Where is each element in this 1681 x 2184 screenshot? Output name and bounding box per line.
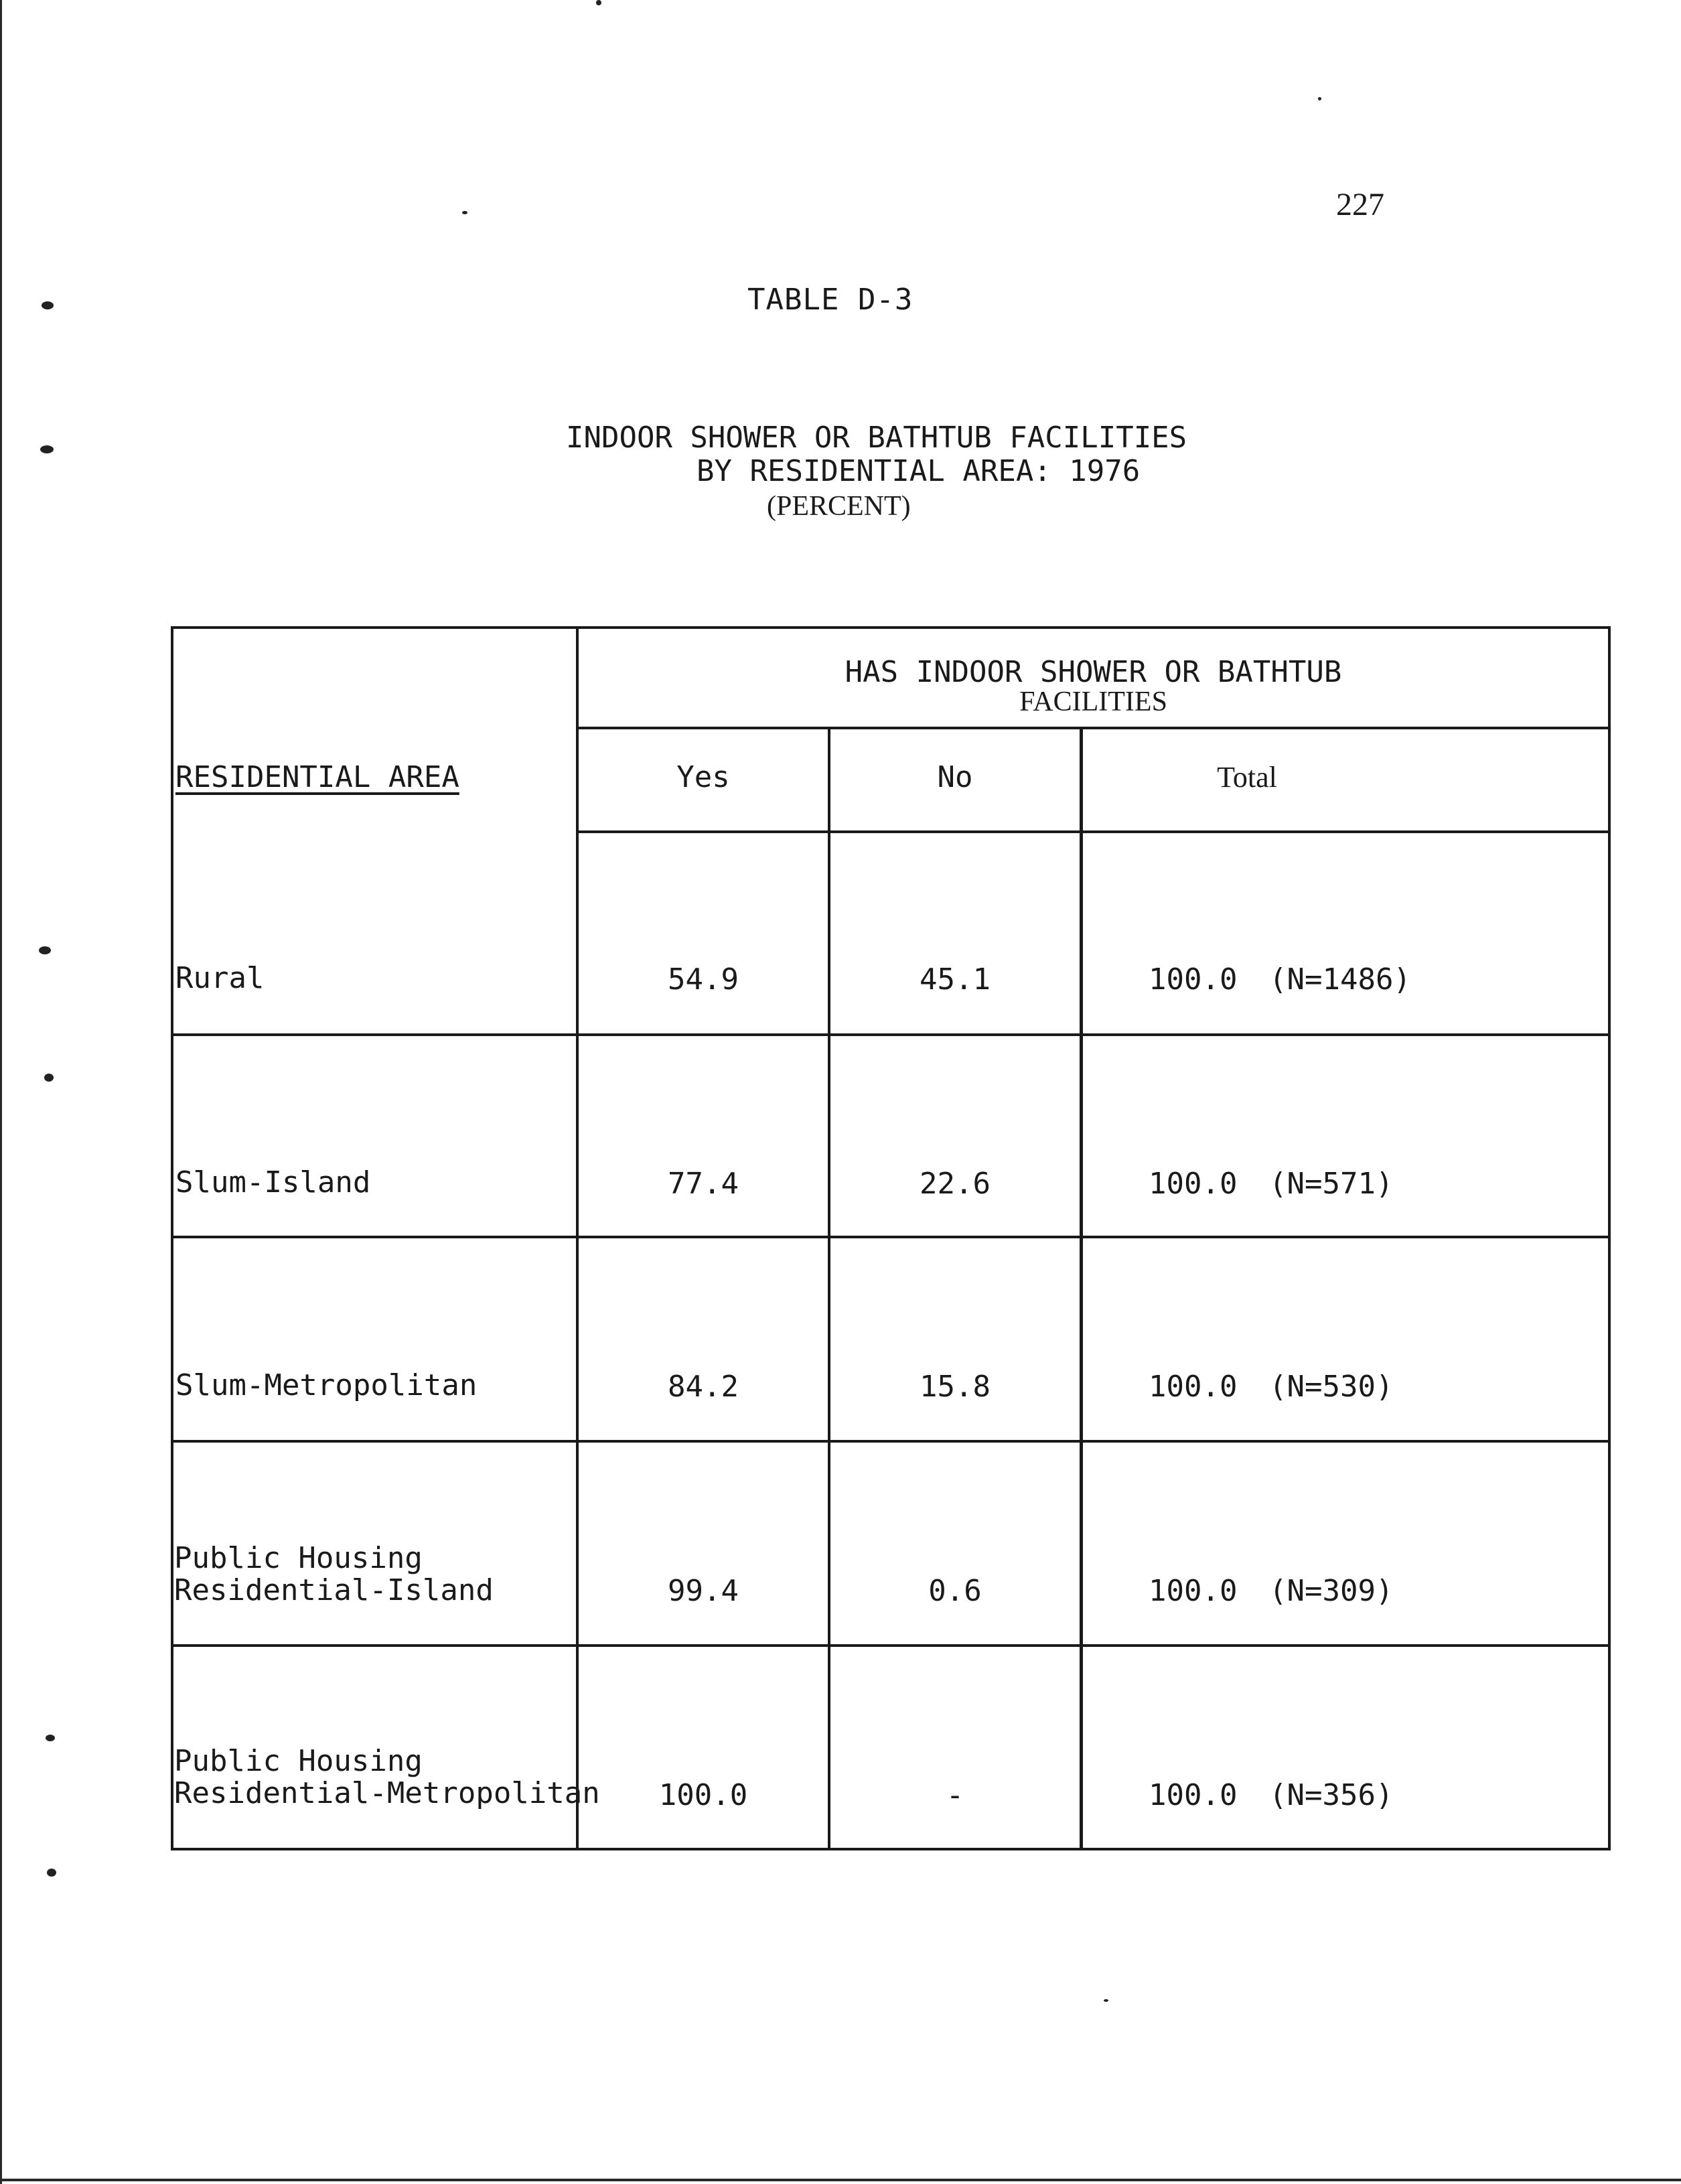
group-header-subtitle: FACILITIES: [1019, 686, 1167, 717]
scan-speck: [42, 301, 54, 309]
table-divider-column-header: [576, 830, 1611, 833]
scan-speck: [44, 1074, 54, 1082]
column-header-yes: Yes: [676, 760, 730, 794]
table-row-label: Rural: [175, 961, 265, 995]
cell-no: 15.8: [920, 1370, 991, 1404]
table-divider-yes-no: [828, 727, 830, 1850]
table-title-line-1: INDOOR SHOWER OR BATHTUB FACILITIES: [566, 421, 1187, 455]
cell-no: 0.6: [928, 1574, 982, 1608]
group-header-title: HAS INDOOR SHOWER OR BATHTUB: [845, 655, 1342, 689]
table-row-label: Public Housing Residential-Metropolitan: [174, 1744, 600, 1810]
cell-total: 100.0: [1149, 1574, 1238, 1608]
page-bottom-edge: [0, 2179, 1681, 2181]
cell-no: 22.6: [920, 1167, 991, 1201]
table-row-divider: [171, 1236, 1611, 1238]
cell-sample-size: (N=1486): [1269, 962, 1411, 997]
table-title-line-2: BY RESIDENTIAL AREA: 1976: [697, 454, 1141, 488]
table-row-divider: [171, 1440, 1611, 1443]
cell-sample-size: (N=571): [1269, 1167, 1394, 1201]
table-divider-group-header: [576, 727, 1611, 729]
cell-no: 45.1: [920, 962, 991, 997]
table-label: TABLE D-3: [747, 283, 913, 317]
cell-yes: 54.9: [668, 962, 739, 997]
cell-yes: 84.2: [668, 1370, 739, 1404]
scan-speck: [40, 445, 54, 453]
column-header-total: Total: [1217, 761, 1277, 794]
cell-sample-size: (N=530): [1269, 1370, 1394, 1404]
table-row-label: Public Housing Residential-Island: [174, 1541, 494, 1607]
table-title-line-3: (PERCENT): [767, 491, 911, 522]
cell-total: 100.0: [1149, 1778, 1238, 1812]
cell-no: -: [946, 1778, 964, 1812]
scan-speck: [462, 211, 467, 214]
scan-speck: [47, 1869, 56, 1877]
cell-sample-size: (N=356): [1269, 1778, 1394, 1812]
table-row-label: Slum-Metropolitan: [175, 1368, 478, 1402]
cell-total: 100.0: [1149, 1370, 1238, 1404]
cell-sample-size: (N=309): [1269, 1574, 1394, 1608]
data-table-frame: [171, 626, 1611, 1850]
page-left-edge: [0, 0, 2, 2184]
table-row-label: Slum-Island: [175, 1165, 371, 1199]
table-row-divider: [171, 1644, 1611, 1647]
cell-total: 100.0: [1149, 962, 1238, 997]
scan-speck: [596, 0, 601, 5]
cell-total: 100.0: [1149, 1167, 1238, 1201]
column-header-no: No: [937, 760, 973, 794]
scan-speck: [1104, 1999, 1108, 2002]
table-row-divider: [171, 1033, 1611, 1036]
cell-yes: 100.0: [658, 1778, 748, 1812]
cell-yes: 77.4: [668, 1167, 739, 1201]
scan-speck: [39, 946, 51, 954]
scan-speck: [46, 1735, 55, 1741]
page-number: 227: [1336, 187, 1384, 222]
table-divider-label-col: [576, 626, 579, 1850]
group-header: [576, 655, 1611, 717]
row-header-residential-area: RESIDENTIAL AREA: [175, 760, 459, 794]
table-divider-no-total: [1080, 727, 1083, 1850]
scan-speck: [1318, 97, 1321, 100]
cell-yes: 99.4: [668, 1574, 739, 1608]
